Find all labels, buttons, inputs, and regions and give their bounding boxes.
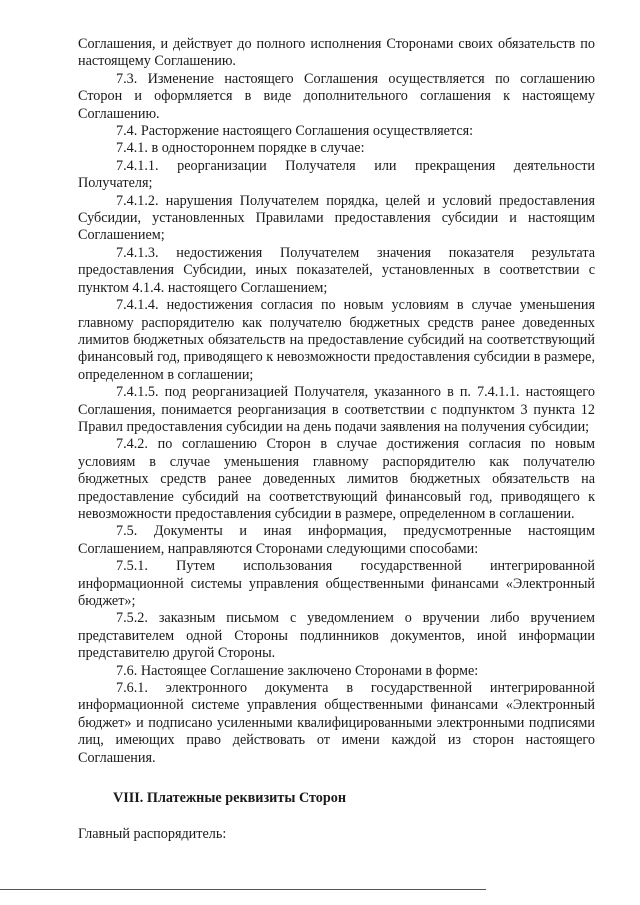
clause-paragraph: 7.5.2. заказным письмом с уведомлением о вручении либо вручением представителем одной Стороны подлинников документов, иной информации представителю другой Стороны.: [78, 610, 595, 662]
clause-paragraph: 7.4. Расторжение настоящего Соглашения осуществляется:: [116, 123, 474, 140]
clause-paragraph: 7.3. Изменение настоящего Соглашения осуществляется по соглашению Сторон и оформляется в виде дополнительного соглашения к настоящему Соглашению.: [78, 70, 595, 122]
signature-divider: [0, 889, 486, 890]
clause-paragraph: 7.6.1. электронного документа в государственной интегрированной информационной системе управления общественными финансами «Электронный бюджет» и подписано усиленными квалифицированными электронными подписями лиц, имеющих право действовать от имени каждой из сторон настоящего Соглашения.: [78, 680, 595, 766]
section-heading: VIII. Платежные реквизиты Сторон: [113, 790, 347, 807]
clause-paragraph: Соглашения, и действует до полного исполнения Сторонами своих обязательств по настоящему Соглашению.: [78, 36, 595, 70]
clause-paragraph: 7.4.1. в одностороннем порядке в случае:: [116, 140, 365, 157]
document-body: [78, 36, 595, 767]
clause-paragraph: 7.5. Документы и иная информация, предусмотренные настоящим Соглашением, направляются Сторонами следующими способами:: [78, 523, 595, 557]
clause-paragraph: 7.4.2. по соглашению Сторон в случае достижения согласия по новым условиям в случае уменьшения главному распорядителю как получателю бюджетных средств ранее доведенных лимитов бюджетных обязательств на предоставление субсидий на соответствующий финансовый год, приводящего к невозможности предоставления субсидии в размере, определенном в соглашении.: [78, 436, 595, 522]
clause-paragraph: 7.6. Настоящее Соглашение заключено Сторонами в форме:: [116, 662, 479, 679]
clause-paragraph: 7.4.1.1. реорганизации Получателя или прекращения деятельности Получателя;: [78, 157, 595, 192]
clause-paragraph: 7.4.1.4. недостижения согласия по новым условиям в случае уменьшения главному распорядителю как получателю бюджетных средств ранее доведенных лимитов бюджетных обязательств на предоставление субсидий на соответствующий финансовый год, приводящего к невозможности предоставления субсидии в размере, определенном в соглашении;: [78, 297, 595, 383]
clause-paragraph: 7.4.1.3. недостижения Получателем значения показателя результата предоставления Субсидии, иных показателей, установленных в соответствии с пунктом 4.1.4. настоящего Соглашением;: [78, 244, 595, 296]
clause-paragraph: 7.5.1. Путем использования государственной интегрированной информационной системы управления общественными финансами «Электронный бюджет»;: [78, 558, 595, 609]
clause-paragraph: 7.4.1.2. нарушения Получателем порядка, целей и условий предоставления Субсидии, установленных Правилами предоставления субсидии и настоящим Соглашением;: [78, 192, 595, 244]
main-manager-label: Главный распорядитель:: [78, 826, 227, 843]
clause-paragraph: 7.4.1.5. под реорганизацией Получателя, указанного в п. 7.4.1.1. настоящего Соглашения, понимается реорганизация в соответствии с подпунктом 3 пункта 12 Правил предоставления субсидии на день подачи заявления на получения субсидии;: [78, 384, 595, 435]
document-page: [78, 36, 595, 844]
